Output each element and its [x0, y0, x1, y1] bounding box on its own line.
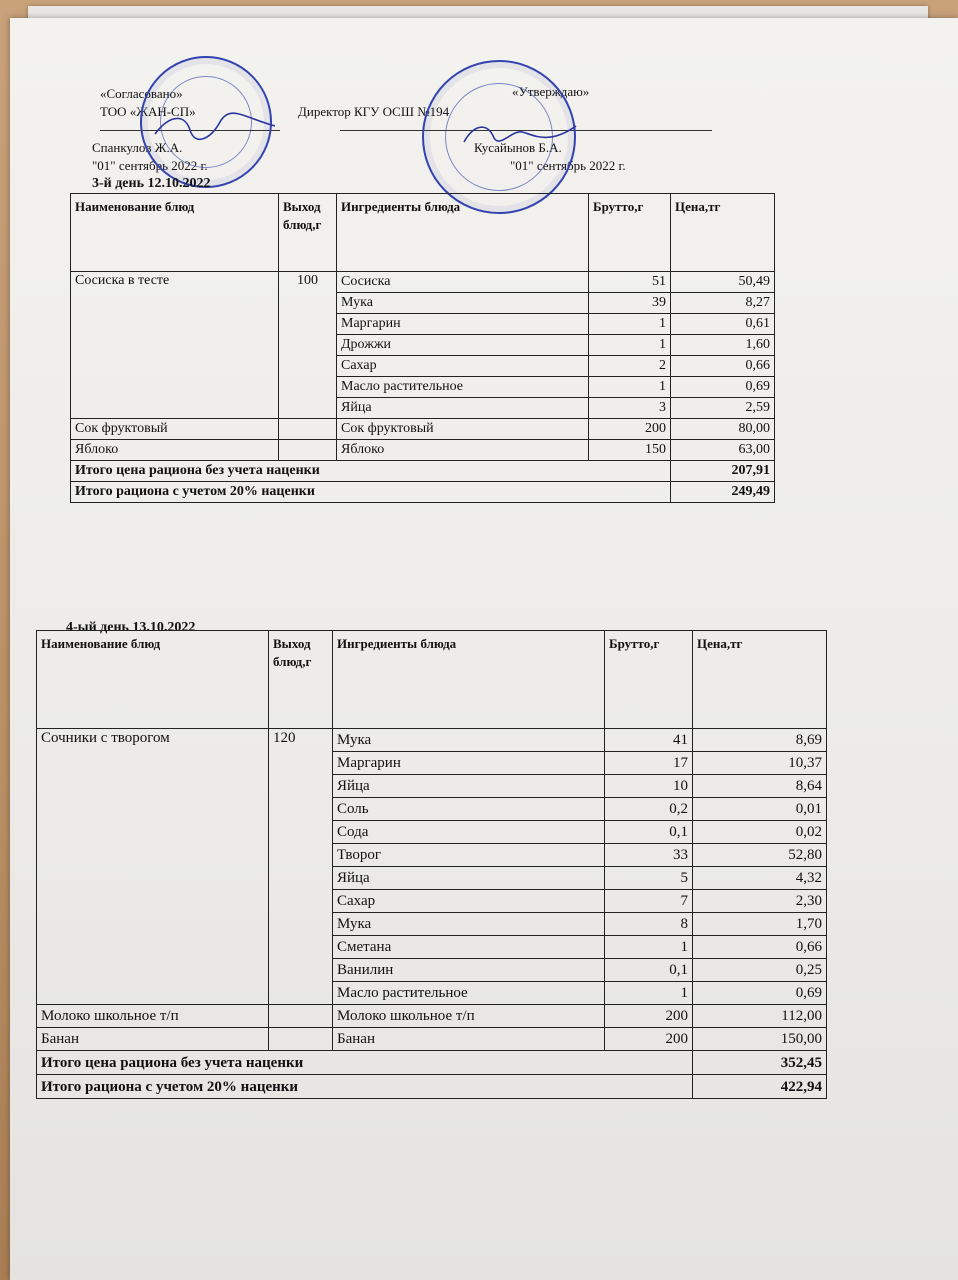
agreed-label: «Согласовано» [100, 86, 183, 101]
total-value: 207,91 [671, 461, 775, 482]
table-row [37, 1005, 827, 1028]
ingredient-name: Масло растительное [333, 982, 605, 1005]
ingredient-name: Ванилин [333, 959, 605, 982]
ingredient-gross: 1 [589, 377, 671, 398]
signature-left [150, 112, 280, 142]
dish-output: 100 [279, 272, 337, 419]
ingredient-name: Масло растительное [337, 377, 589, 398]
total-markup-value: 422,94 [693, 1075, 827, 1099]
agreed-person: Спанкулов Ж.А. [92, 140, 183, 155]
ingredient-gross: 200 [589, 419, 671, 440]
col-ingredients: Ингредиенты блюда [333, 631, 605, 729]
ingredient-name: Яйца [337, 398, 589, 419]
ingredient-name: Сода [333, 821, 605, 844]
ingredient-gross: 33 [605, 844, 693, 867]
col-ingredients: Ингредиенты блюда [337, 194, 589, 272]
total-markup-label: Итого рациона с учетом 20% наценки [37, 1075, 693, 1099]
ingredient-price: 150,00 [693, 1028, 827, 1051]
ingredient-price: 0,66 [671, 356, 775, 377]
ingredient-name: Маргарин [333, 752, 605, 775]
total-markup-row [37, 1075, 827, 1099]
ingredient-name: Сахар [333, 890, 605, 913]
ingredient-price: 0,66 [693, 936, 827, 959]
total-label: Итого цена рациона без учета наценки [71, 461, 671, 482]
ingredient-name: Мука [333, 729, 605, 752]
ingredient-price: 4,32 [693, 867, 827, 890]
ingredient-name: Соль [333, 798, 605, 821]
ingredient-name: Яйца [333, 775, 605, 798]
ingredient-price: 0,01 [693, 798, 827, 821]
table-header-row [71, 194, 775, 272]
company-name: ТОО «ЖАН-СП» [100, 104, 196, 119]
col-gross: Брутто,г [589, 194, 671, 272]
day3-table [70, 193, 775, 503]
table-row [71, 419, 775, 440]
ingredient-gross: 17 [605, 752, 693, 775]
ingredient-gross: 3 [589, 398, 671, 419]
signature-right [460, 118, 580, 152]
total-row [37, 1051, 827, 1075]
ingredient-gross: 1 [589, 335, 671, 356]
ingredient-price: 63,00 [671, 440, 775, 461]
dish-name: Сок фруктовый [71, 419, 279, 440]
ingredient-price: 2,59 [671, 398, 775, 419]
dish-name: Молоко школьное т/п [37, 1005, 269, 1028]
total-row [71, 461, 775, 482]
day3-title: 3-й день 12.10.2022 [92, 176, 211, 191]
ingredient-name: Яйца [333, 867, 605, 890]
ingredient-price: 8,69 [693, 729, 827, 752]
ingredient-name: Сок фруктовый [337, 419, 589, 440]
total-value: 352,45 [693, 1051, 827, 1075]
ingredient-name: Сметана [333, 936, 605, 959]
ingredient-price: 1,70 [693, 913, 827, 936]
table-row [37, 729, 827, 752]
ingredient-price: 1,60 [671, 335, 775, 356]
dish-output [269, 1005, 333, 1028]
dish-output [279, 419, 337, 440]
ingredient-gross: 1 [605, 936, 693, 959]
ingredient-price: 0,02 [693, 821, 827, 844]
ingredient-name: Молоко школьное т/п [333, 1005, 605, 1028]
ingredient-price: 0,25 [693, 959, 827, 982]
ingredient-price: 8,27 [671, 293, 775, 314]
dish-output [279, 440, 337, 461]
approved-person: Кусайынов Б.А. [474, 140, 562, 155]
ingredient-price: 0,69 [671, 377, 775, 398]
dish-output: 120 [269, 729, 333, 1005]
dish-name: Сосиска в тесте [71, 272, 279, 419]
ingredient-gross: 0,1 [605, 821, 693, 844]
agreed-date: "01" сентябрь 2022 г. [92, 158, 208, 173]
ingredient-gross: 5 [605, 867, 693, 890]
ingredient-name: Банан [333, 1028, 605, 1051]
ingredient-gross: 2 [589, 356, 671, 377]
ingredient-gross: 7 [605, 890, 693, 913]
ingredient-name: Творог [333, 844, 605, 867]
ingredient-gross: 41 [605, 729, 693, 752]
dish-name: Банан [37, 1028, 269, 1051]
ingredient-price: 50,49 [671, 272, 775, 293]
table-row [37, 1028, 827, 1051]
ingredient-price: 0,69 [693, 982, 827, 1005]
ingredient-name: Мука [337, 293, 589, 314]
ingredient-gross: 200 [605, 1005, 693, 1028]
ingredient-gross: 8 [605, 913, 693, 936]
ingredient-gross: 1 [605, 982, 693, 1005]
ingredient-gross: 1 [589, 314, 671, 335]
col-output: Выход блюд,г [279, 194, 337, 272]
ingredient-price: 112,00 [693, 1005, 827, 1028]
col-dish-name: Наименование блюд [71, 194, 279, 272]
total-markup-row [71, 482, 775, 503]
table-header-row [37, 631, 827, 729]
ingredient-price: 52,80 [693, 844, 827, 867]
ingredient-gross: 51 [589, 272, 671, 293]
ingredient-price: 8,64 [693, 775, 827, 798]
ingredient-gross: 150 [589, 440, 671, 461]
document-sheet [10, 18, 958, 1280]
director-title: Директор КГУ ОСШ №194 [298, 104, 450, 119]
day4-table [36, 630, 827, 1099]
ingredient-name: Мука [333, 913, 605, 936]
ingredient-name: Дрожжи [337, 335, 589, 356]
col-output: Выход блюд,г [269, 631, 333, 729]
ingredient-name: Маргарин [337, 314, 589, 335]
total-markup-value: 249,49 [671, 482, 775, 503]
col-dish-name: Наименование блюд [37, 631, 269, 729]
ingredient-price: 80,00 [671, 419, 775, 440]
table-row [71, 272, 775, 293]
ingredient-gross: 39 [589, 293, 671, 314]
dish-output [269, 1028, 333, 1051]
col-gross: Брутто,г [605, 631, 693, 729]
dish-name: Сочники с творогом [37, 729, 269, 1005]
ingredient-gross: 0,1 [605, 959, 693, 982]
ingredient-gross: 200 [605, 1028, 693, 1051]
ingredient-name: Сосиска [337, 272, 589, 293]
ingredient-price: 0,61 [671, 314, 775, 335]
ingredient-price: 2,30 [693, 890, 827, 913]
ingredient-gross: 0,2 [605, 798, 693, 821]
col-price: Цена,тг [671, 194, 775, 272]
ingredient-price: 10,37 [693, 752, 827, 775]
ingredient-name: Сахар [337, 356, 589, 377]
approved-date: "01" сентябрь 2022 г. [510, 158, 626, 173]
day4-title: 4-ый день 13.10.2022 [66, 620, 196, 635]
ingredient-gross: 10 [605, 775, 693, 798]
ingredient-name: Яблоко [337, 440, 589, 461]
total-markup-label: Итого рациона с учетом 20% наценки [71, 482, 671, 503]
total-label: Итого цена рациона без учета наценки [37, 1051, 693, 1075]
approved-label: «Утверждаю» [512, 84, 590, 99]
dish-name: Яблоко [71, 440, 279, 461]
table-row [71, 440, 775, 461]
col-price: Цена,тг [693, 631, 827, 729]
